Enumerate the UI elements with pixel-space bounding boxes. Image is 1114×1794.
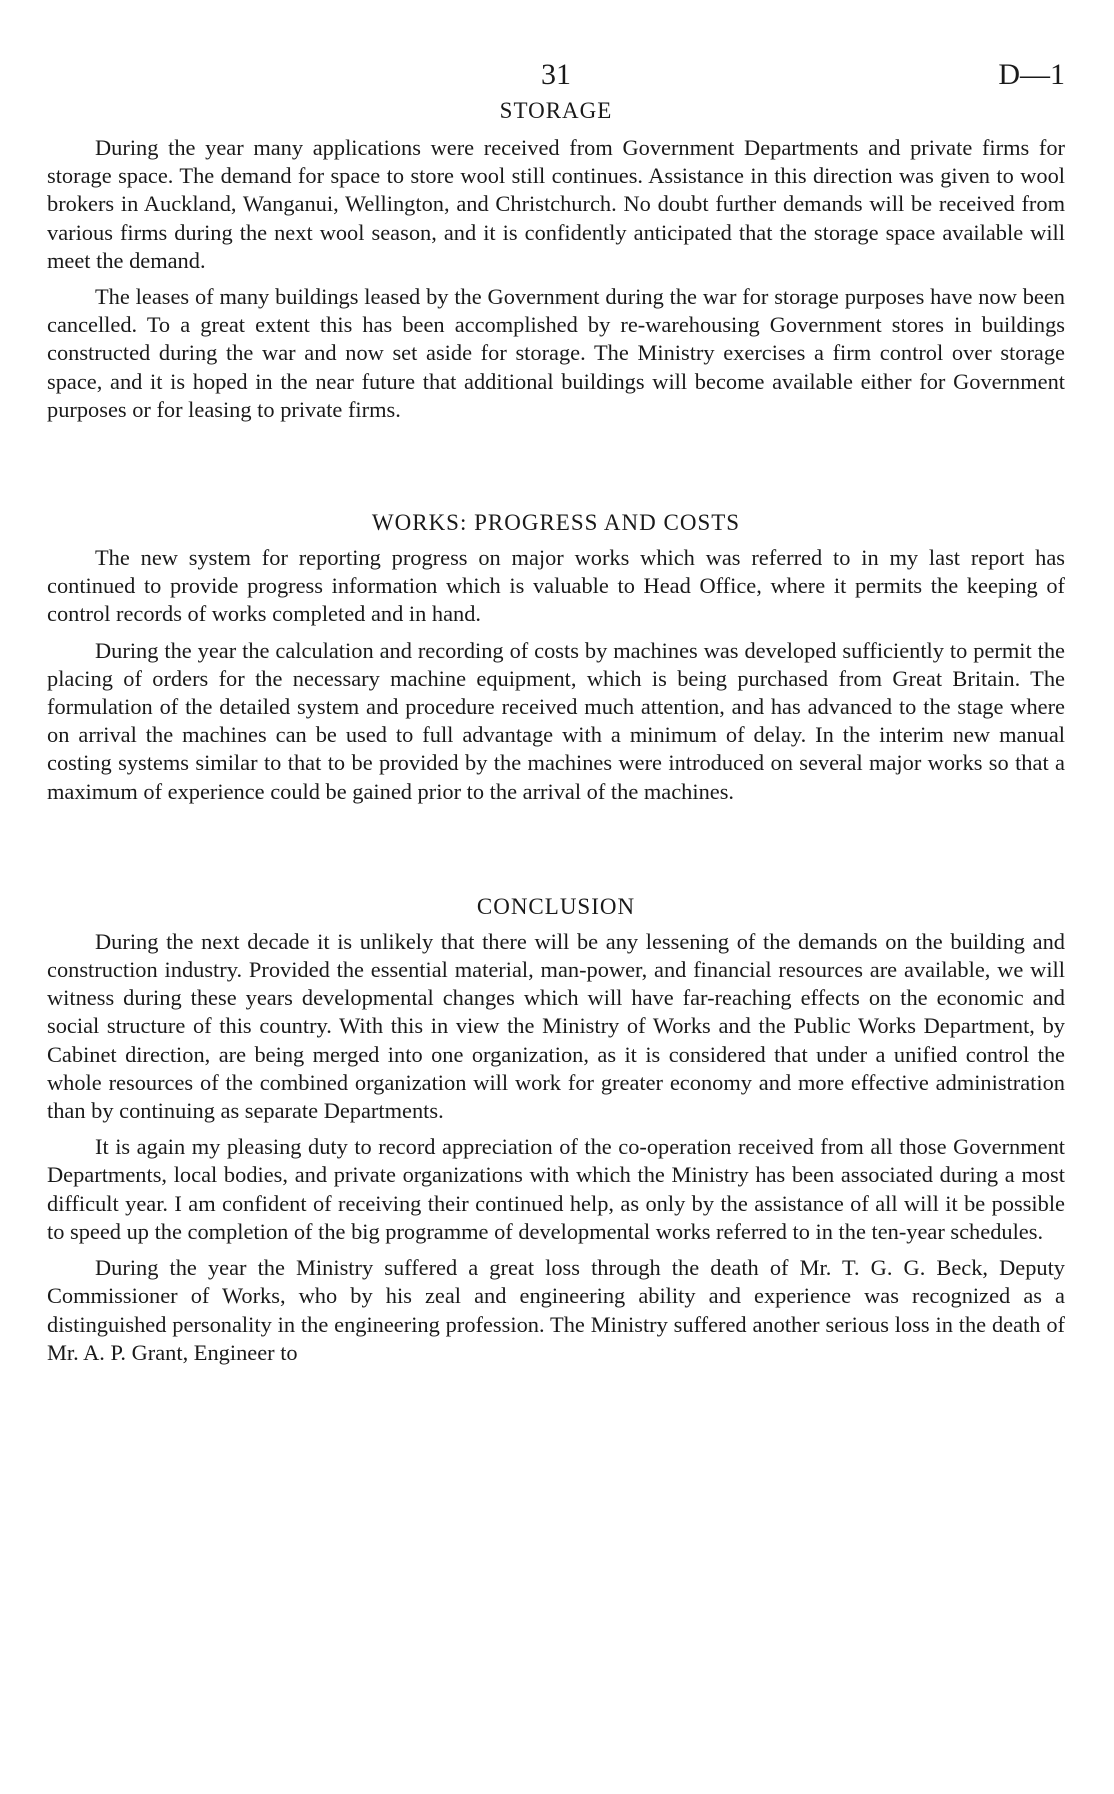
section-works	[47, 510, 1065, 806]
section-heading-conclusion: CONCLUSION	[476, 893, 636, 919]
page-number: 31	[541, 58, 571, 91]
paragraph: The new system for reporting progress on major works which was referred to in my last report has continued to provide progress information which is valuable to Head Office, where it permits the keeping of control records of works completed and in hand.	[47, 545, 1065, 627]
paragraph: During the next decade it is unlikely that there will be any lessening of the demands on the building and construction industry. Provided the essential material, man-power, and financial resources are available, we will witness during these years developmental changes which will have far-reaching effects on the economic and social structure of this country. With this in view the Ministry of Works and the Public Works Department, by Cabinet direction, are being merged into one organization, as it is considered that under a unified control the whole resources of the combined organization will work for greater economy and more effective administration than by continuing as separate Departments.	[47, 928, 1065, 1124]
document-page	[47, 58, 1065, 1375]
paragraph: It is again my pleasing duty to record appreciation of the co-operation received from all those Government Departments, local bodies, and private organizations with which the Ministry has been associated during a most difficult year. I am confident of receiving their continued help, as only by the assistance of all will it be possible to speed up the completion of the big programme of developmental works referred to in the ten-year schedules.	[47, 1134, 1065, 1244]
paragraph: During the year the Ministry suffered a great loss through the death of Mr. T. G. G. Beck, Deputy Commissioner of Works, who by his zeal and engineering ability and experience was recognized as a distinguished personality in the engineering profession. The Ministry suffered another serious loss in the death of Mr. A. P. Grant, Engineer to	[47, 1255, 1065, 1365]
section-storage	[47, 98, 1065, 424]
section-heading-storage: STORAGE	[499, 98, 613, 123]
paragraph: During the year the calculation and recording of costs by machines was developed sufficiently to permit the placing of orders for the necessary machine equipment, which is being purchased from Great Britain. The formulation of the detailed system and procedure received much attention, and has advanced to the stage where on arrival the machines can be used to full advantage with a minimum of delay. In the interim new manual costing systems similar to that to be provided by the machines were introduced on several major works so that a maximum of experience could be gained prior to the arrival of the machines.	[47, 637, 1065, 804]
document-reference: D—1	[998, 58, 1065, 91]
section-heading-works: WORKS: PROGRESS AND COSTS	[371, 510, 741, 536]
section-conclusion	[47, 894, 1065, 1367]
page-header	[47, 58, 1065, 98]
paragraph: The leases of many buildings leased by the Government during the war for storage purposes have now been cancelled. To a great extent this has been accomplished by re-warehousing Government stores in buildings constructed during the war and now set aside for storage. The Ministry exercises a firm control over storage space, and it is hoped in the near future that additional buildings will become available either for Government purposes or for leasing to private firms.	[47, 284, 1065, 422]
paragraph: During the year many applications were received from Government Departments and private firms for storage space. The demand for space to store wool still continues. Assistance in this direction was given to wool brokers in Auckland, Wanganui, Wellington, and Christchurch. No doubt further demands will be received from various firms during the next wool season, and it is confidently anticipated that the storage space available will meet the demand.	[47, 135, 1065, 273]
